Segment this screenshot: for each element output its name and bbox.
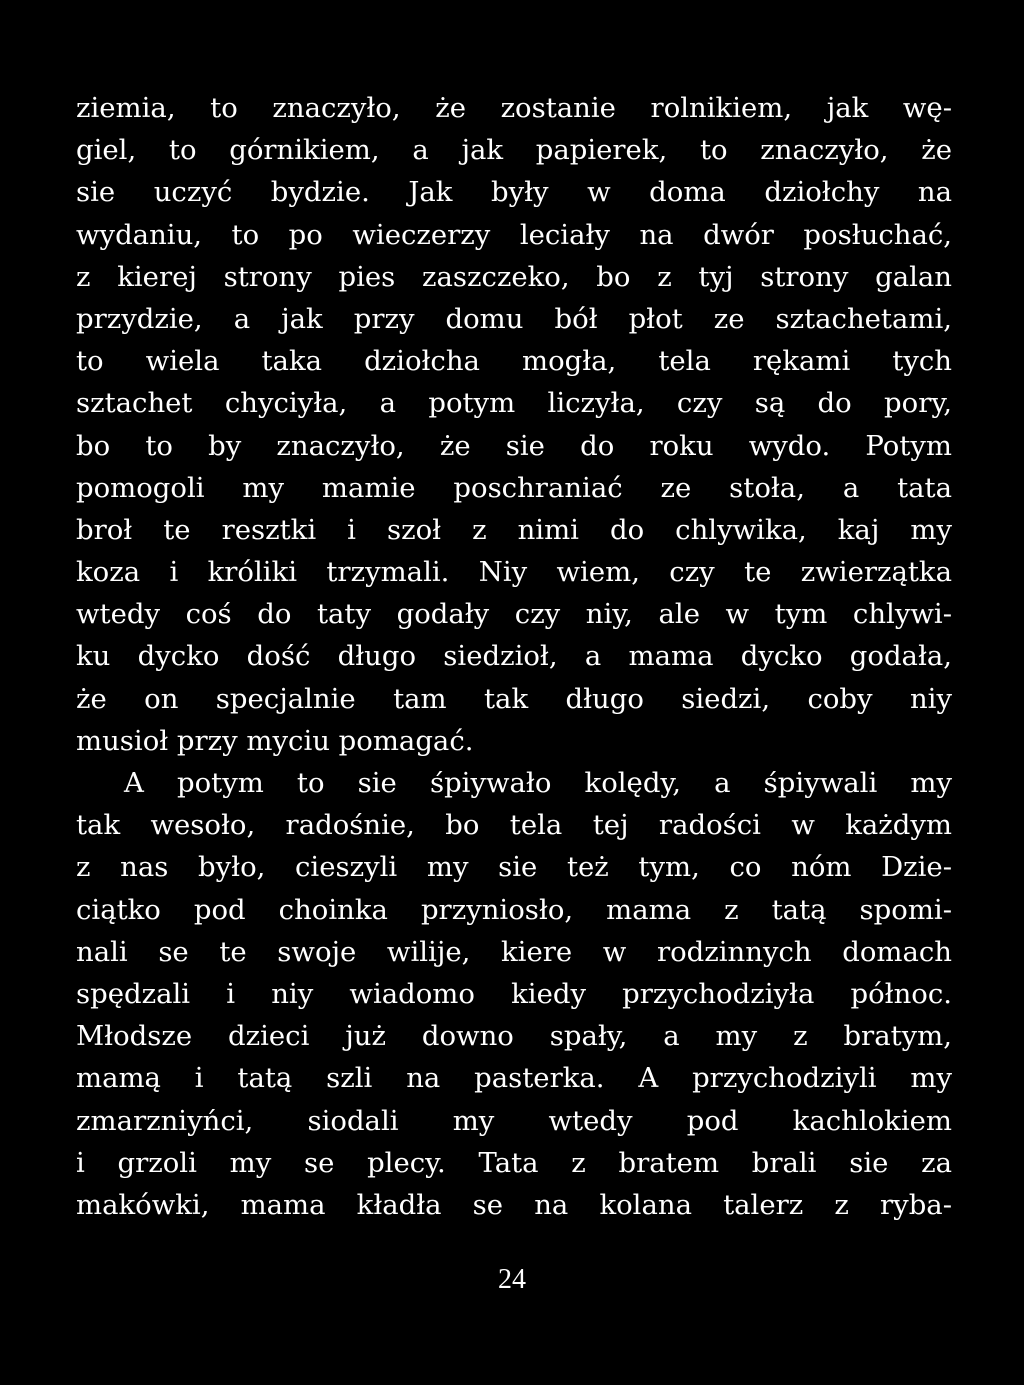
text-line: sie uczyć bydzie. Jak były w doma dziołchy na [76, 176, 952, 209]
text-line: makówki, mama kładła se na kolana talerz z ryba- [76, 1188, 952, 1221]
text-line: wtedy coś do taty godały czy niy, ale w tym chlywi- [76, 598, 952, 631]
text-line: ziemia, to znaczyło, że zostanie rolnikiem, jak wę- [76, 92, 952, 124]
text-line: sztachet chyciyła, a potym liczyła, czy są do pory, [76, 387, 952, 420]
text-line: giel, to górnikiem, a jak papierek, to znaczyło, że [76, 134, 952, 167]
text-line: mamą i tatą szli na pasterka. A przychodziyli my [76, 1062, 952, 1095]
text-line: wydaniu, to po wieczerzy leciały na dwór posłuchać, [76, 218, 952, 251]
text-line: zmarzniyńci, siodali my wtedy pod kachlokiem [76, 1104, 952, 1137]
text-line: z kierej strony pies zaszczeko, bo z tyj strony galan [76, 260, 952, 293]
page-number: 24 [498, 1264, 526, 1295]
text-line: Młodsze dzieci już downo spały, a my z bratym, [76, 1020, 952, 1053]
text-line: koza i króliki trzymali. Niy wiem, czy te zwierzątka [76, 556, 952, 589]
text-line: przydzie, a jak przy domu bół płot ze sztachetami, [76, 302, 952, 335]
text-line: A potym to sie śpiywało kolędy, a śpiywali my [124, 767, 952, 799]
text-line: że on specjalnie tam tak długo siedzi, coby niy [76, 682, 952, 715]
text-line: broł te resztki i szoł z nimi do chlywika, kaj my [76, 513, 952, 546]
text-line: bo to by znaczyło, że sie do roku wydo. Potym [76, 429, 952, 462]
text-line: spędzali i niy wiadomo kiedy przychodziyła północ. [76, 977, 952, 1010]
text-line: z nas było, cieszyli my sie też tym, co nóm Dzie- [76, 851, 952, 884]
text-line: ciątko pod choinka przyniosło, mama z tatą spomi- [76, 893, 952, 926]
text-line: tak wesoło, radośnie, bo tela tej radości w każdym [76, 809, 952, 842]
text-line: ku dycko dość długo siedzioł, a mama dycko godała, [76, 640, 952, 673]
text-line: pomogoli my mamie poschraniać ze stoła, a tata [76, 471, 952, 504]
text-line: to wiela taka dziołcha mogła, tela rękami tych [76, 345, 952, 378]
text-line: musioł przy myciu pomagać. [76, 724, 474, 757]
text-line: nali se te swoje wilije, kiere w rodzinnych domach [76, 935, 952, 968]
body-text [76, 87, 952, 1226]
text-line: i grzoli my se plecy. Tata z bratem brali sie za [76, 1146, 952, 1179]
